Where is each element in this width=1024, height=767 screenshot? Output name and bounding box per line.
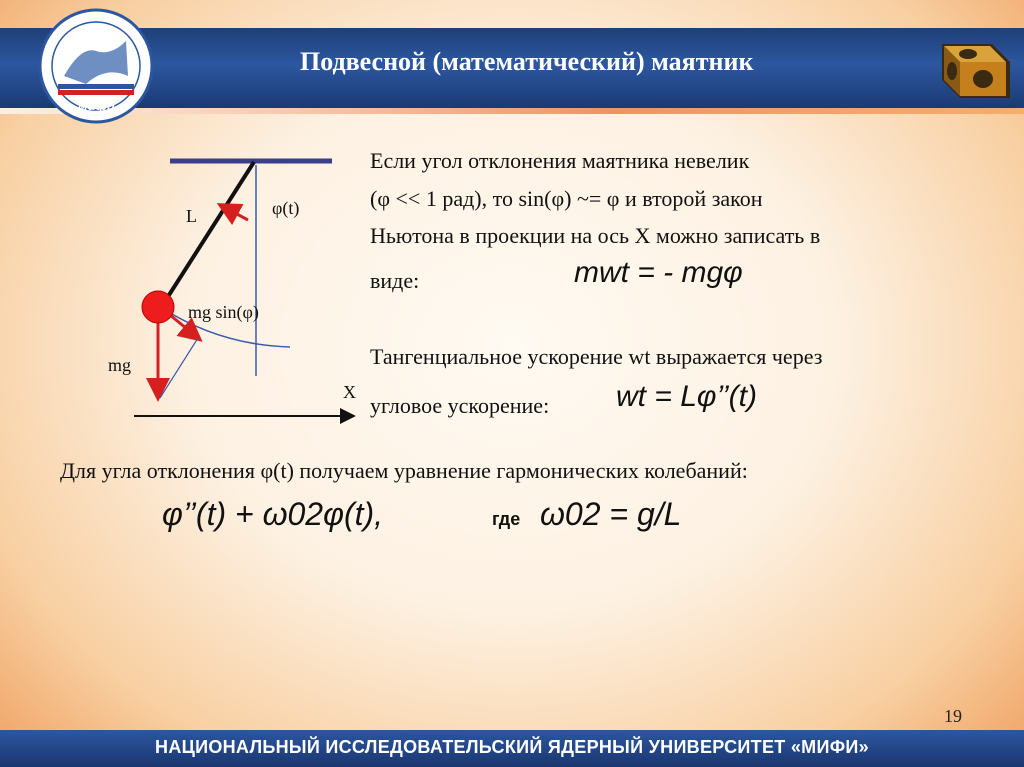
pendulum-rod — [162, 162, 254, 306]
paragraph1-line1: Если угол отклонения маятника невелик — [370, 148, 750, 173]
paragraph2-line2: угловое ускорение: — [370, 393, 550, 418]
formula-omega: ω02 = g/L — [540, 496, 682, 532]
where-label: где — [492, 509, 521, 529]
slide-title: Подвесной (математический) маятник — [300, 47, 754, 76]
label-mg: mg — [108, 355, 132, 375]
cube-logo — [922, 36, 1014, 106]
label-x-axis: X — [343, 382, 356, 402]
pendulum-diagram — [100, 140, 370, 440]
footer-text: НАЦИОНАЛЬНЫЙ ИССЛЕДОВАТЕЛЬСКИЙ ЯДЕРНЫЙ УНИВЕРСИТЕТ «МИФИ» — [155, 737, 869, 757]
formula-tangential: wt = Lφ’’(t) — [616, 380, 757, 413]
force-component-line — [160, 338, 198, 398]
formula-harmonic: φ’’(t) + ω02φ(t), — [162, 496, 384, 532]
angle-arrow — [222, 206, 248, 220]
label-L: L — [186, 206, 197, 226]
formula-newton: mwt = - mgφ — [574, 256, 743, 289]
page-number: 19 — [944, 706, 962, 726]
label-mg-sin: mg sin(φ) — [188, 302, 259, 322]
pendulum-bob — [142, 291, 174, 323]
paragraph1-line2: (φ << 1 рад), то sin(φ) ~= φ и второй закон — [370, 186, 763, 211]
paragraph2-line1: Тангенциальное ускорение wt выражается через — [370, 344, 823, 369]
paragraph1-line3: Ньютона в проекции на ось X можно записать в — [370, 223, 821, 248]
paragraph3-line1: Для угла отклонения φ(t) получаем уравнение гармонических колебаний: — [60, 458, 748, 483]
paragraph1-line4: виде: — [370, 268, 420, 293]
label-phi: φ(t) — [272, 198, 300, 218]
logo-left-text: мифи — [78, 98, 116, 113]
